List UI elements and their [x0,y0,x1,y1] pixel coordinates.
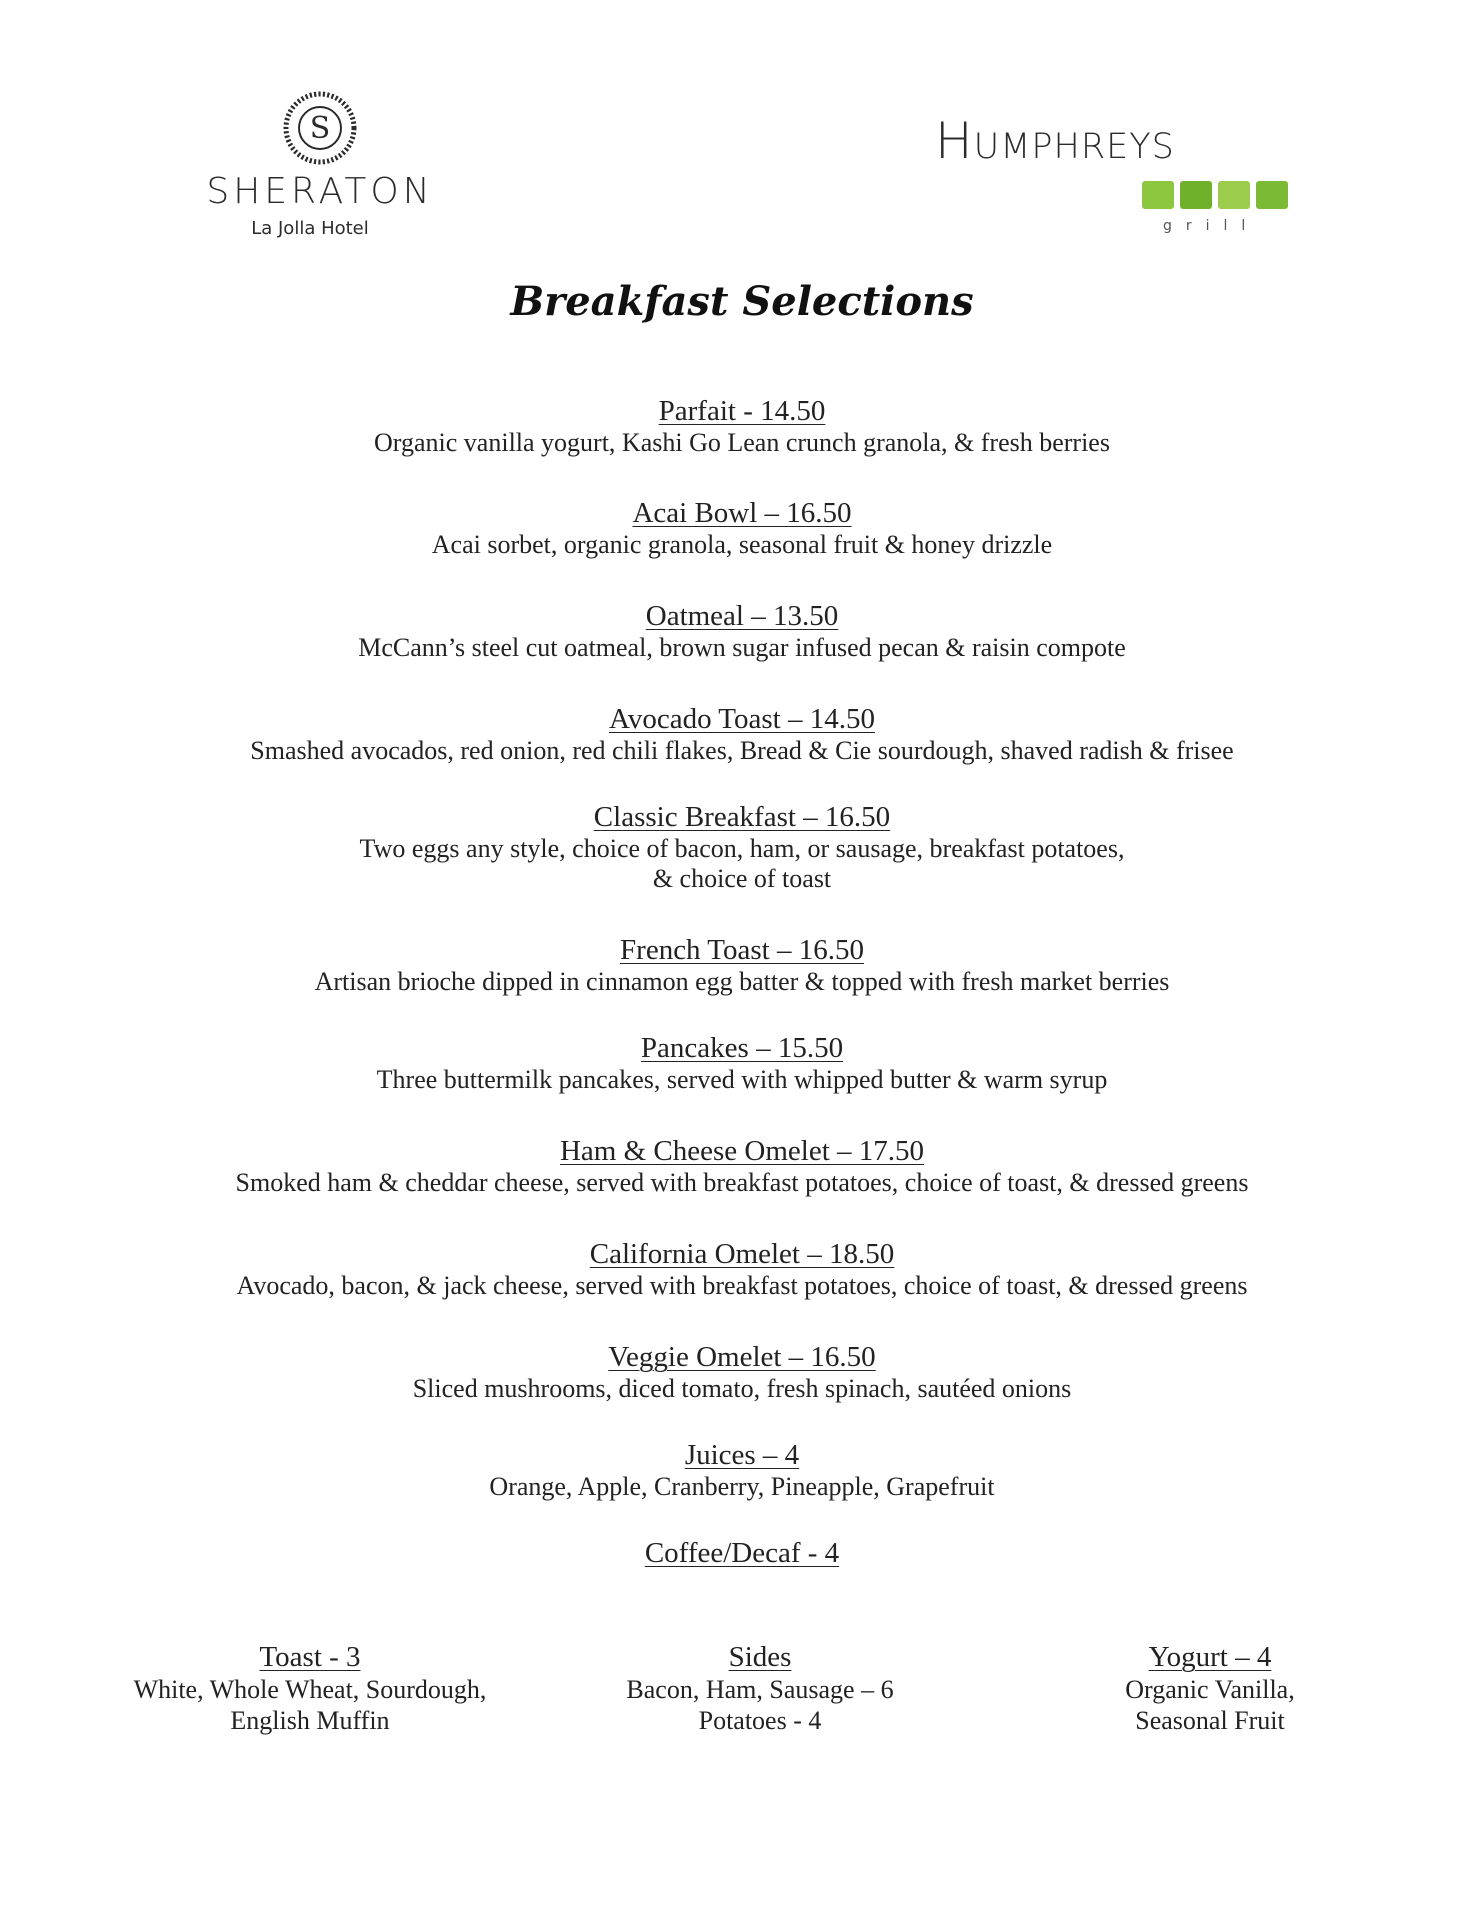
menu-item-desc: McCann’s steel cut oatmeal, brown sugar infused pecan & raisin compote [358,633,1126,662]
humphreys-square [1180,181,1212,209]
humphreys-logo [935,112,1305,234]
menu-item-juices [0,1438,1484,1502]
extra-heading: Sides [728,1641,792,1673]
humphreys-name: Humphreys [935,112,1175,170]
extra-yogurt [1050,1640,1370,1736]
menu-item-parfait [0,394,1484,458]
page-title: Breakfast Selections [510,278,974,325]
menu-item-coffee [0,1536,1484,1570]
menu-item-heading: Avocado Toast – 14.50 [609,703,875,735]
menu-item-french-toast [0,933,1484,997]
menu-item-heading: Pancakes – 15.50 [640,1032,844,1064]
menu-item-classic-breakfast [0,800,1484,894]
extra-sides [560,1640,960,1736]
extra-heading: Yogurt – 4 [1148,1641,1272,1673]
menu-item-desc: Acai sorbet, organic granola, seasonal fruit & honey drizzle [431,530,1053,559]
menu-item-heading: Juices – 4 [684,1439,800,1471]
humphreys-square [1142,181,1174,209]
extra-desc: Bacon, Ham, Sausage – 6 [626,1675,894,1704]
menu-item-pancakes [0,1031,1484,1095]
humphreys-squares-icon [1140,179,1290,211]
menu-item-desc: Smashed avocados, red onion, red chili flakes, Bread & Cie sourdough, shaved radish & frisee [250,736,1234,765]
menu-item-heading: Parfait - 14.50 [658,395,826,427]
menu-item-desc: Avocado, bacon, & jack cheese, served with breakfast potatoes, choice of toast, & dressed greens [236,1271,1248,1300]
menu-item-desc: Three buttermilk pancakes, served with whipped butter & warm syrup [376,1065,1108,1094]
menu-item-desc: Sliced mushrooms, diced tomato, fresh spinach, sautéed onions [412,1374,1072,1403]
humphreys-subtitle: grill [1163,218,1260,234]
menu-item-desc: & choice of toast [652,864,832,893]
menu-item-avocado-toast [0,702,1484,766]
sheraton-logo [190,90,450,239]
menu-item-heading: Ham & Cheese Omelet – 17.50 [559,1135,925,1167]
menu-item-desc: Smoked ham & cheddar cheese, served with breakfast potatoes, choice of toast, & dressed greens [235,1168,1249,1197]
menu-item-desc: Artisan brioche dipped in cinnamon egg batter & topped with fresh market berries [314,967,1170,996]
extra-desc: White, Whole Wheat, Sourdough, [133,1675,487,1704]
menu-item-desc: Organic vanilla yogurt, Kashi Go Lean crunch granola, & fresh berries [374,428,1110,457]
sheraton-emblem-icon [282,90,358,166]
humphreys-square [1218,181,1250,209]
sheraton-subtitle: La Jolla Hotel [251,218,369,239]
menu-item-oatmeal [0,599,1484,663]
menu-item-heading: Acai Bowl – 16.50 [632,497,852,529]
sheraton-emblem-letter: S [309,111,331,146]
menu-item-heading: Veggie Omelet – 16.50 [608,1341,876,1373]
menu-item-desc: Two eggs any style, choice of bacon, ham, or sausage, breakfast potatoes, [359,834,1125,863]
extra-desc: Potatoes - 4 [698,1706,822,1735]
menu-item-desc: Orange, Apple, Cranberry, Pineapple, Grapefruit [489,1472,995,1501]
menu-item-heading: Classic Breakfast – 16.50 [593,801,891,833]
extra-desc: Organic Vanilla, [1125,1675,1295,1704]
menu-item-heading: California Omelet – 18.50 [589,1238,895,1270]
menu-item-heading: French Toast – 16.50 [620,934,864,966]
extra-desc: English Muffin [230,1706,390,1735]
sheraton-name: SHERATON [206,171,434,212]
menu-item-heading: Oatmeal – 13.50 [645,600,839,632]
extra-heading: Toast - 3 [259,1641,361,1673]
menu-item-california-omelet [0,1237,1484,1301]
menu-item-heading: Coffee/Decaf - 4 [644,1537,840,1569]
menu-item-ham-cheese-omelet [0,1134,1484,1198]
humphreys-square [1256,181,1288,209]
extra-toast [100,1640,520,1736]
menu-item-acai-bowl [0,496,1484,560]
menu-item-veggie-omelet [0,1340,1484,1404]
extra-desc: Seasonal Fruit [1135,1706,1285,1735]
